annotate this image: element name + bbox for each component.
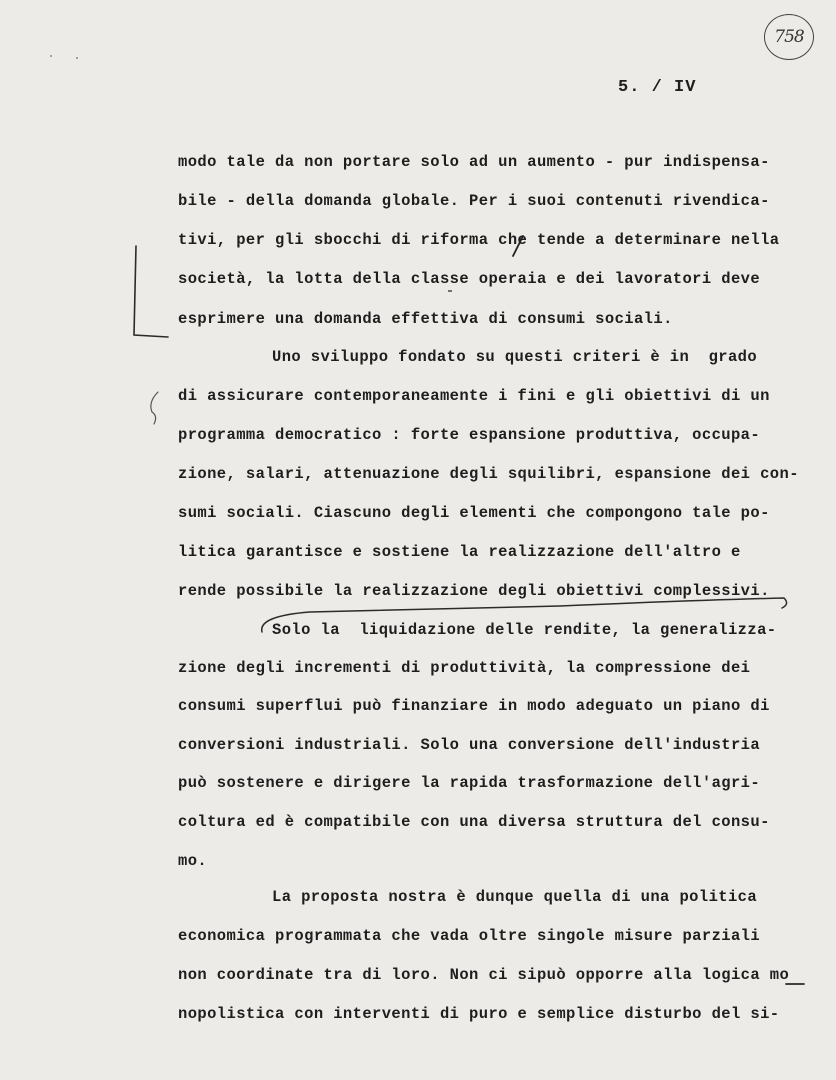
- margin-tick-mark: [151, 392, 158, 424]
- paragraph-join-line: [262, 598, 787, 632]
- paper-speck: [50, 56, 78, 58]
- strike-mark: [513, 236, 523, 256]
- text-line: La proposta nostra è dunque quella di una politica: [272, 888, 758, 906]
- text-line: economica programmata che vada oltre singole misure parziali: [178, 927, 761, 945]
- text-line: coltura ed è compatibile con una diversa struttura del consu-: [178, 813, 770, 831]
- text-line: sumi sociali. Ciascuno degli elementi che compongono tale po-: [178, 504, 770, 522]
- margin-bracket-mark: [134, 246, 168, 337]
- text-line: consumi superflui può finanziare in modo adeguato un piano di: [178, 697, 770, 715]
- text-line: zione, salari, attenuazione degli squilibri, espansione dei con-: [178, 465, 799, 483]
- text-line: modo tale da non portare solo ad un aumento - pur indispensa-: [178, 153, 770, 171]
- text-line: tivi, per gli sbocchi di riforma che tende a determinare nella: [178, 231, 780, 249]
- text-line: conversioni industriali. Solo una conversione dell'industria: [178, 736, 761, 754]
- text-line: programma democratico : forte espansione produttiva, occupa-: [178, 426, 761, 444]
- stamp-number: 758: [774, 27, 804, 47]
- text-line: Uno sviluppo fondato su questi criteri è in grado: [272, 348, 758, 366]
- text-line: società, la lotta della classe operaia e dei lavoratori deve: [178, 270, 761, 288]
- text-line: litica garantisce e sostiene la realizzazione dell'altro e: [178, 543, 741, 561]
- text-line: non coordinate tra di loro. Non ci sipuò opporre alla logica mo: [178, 966, 790, 984]
- text-line: nopolistica con interventi di puro e semplice disturbo del si-: [178, 1005, 780, 1023]
- text-line: mo.: [178, 852, 208, 870]
- text-line: di assicurare contemporaneamente i fini e gli obiettivi di un: [178, 387, 770, 405]
- text-line: zione degli incrementi di produttività, la compressione dei: [178, 659, 751, 677]
- text-line: Solo la liquidazione delle rendite, la generalizza-: [272, 621, 777, 639]
- text-line: rende possibile la realizzazione degli obiettivi complessivi.: [178, 582, 770, 600]
- page-number: 5. / IV: [618, 78, 697, 97]
- text-line: può sostenere e dirigere la rapida trasformazione dell'agri-: [178, 774, 761, 792]
- text-line: bile - della domanda globale. Per i suoi contenuti rivendica-: [178, 192, 770, 210]
- text-line: esprimere una domanda effettiva di consumi sociali.: [178, 310, 673, 328]
